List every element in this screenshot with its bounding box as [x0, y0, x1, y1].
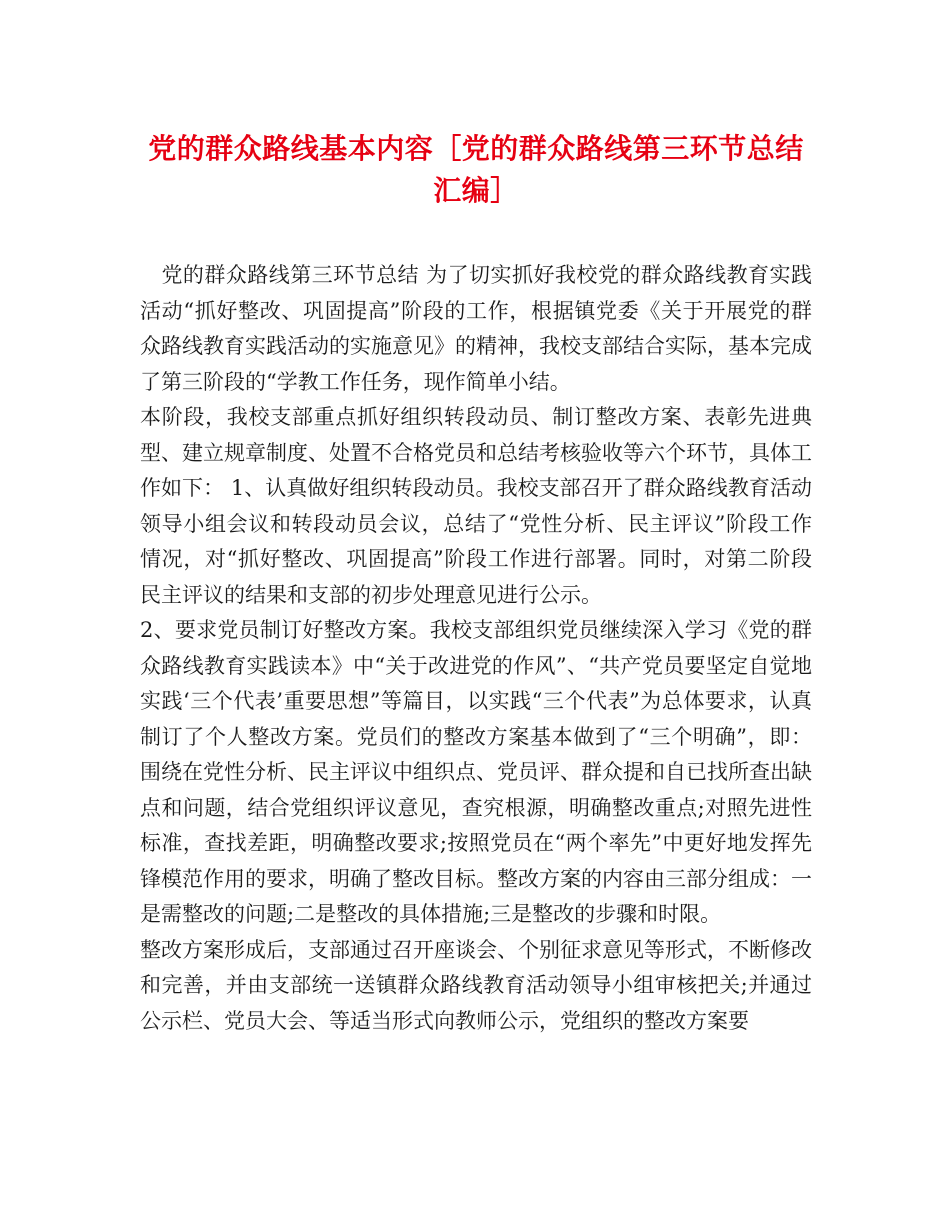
paragraph-intro: 党的群众路线第三环节总结 为了切实抓好我校党的群众路线教育实践活动“抓好整改、巩固提高”阶段的工作，根据镇党委《关于开展党的群众路线教育实践活动的实施意见》的精神，我校支部结合实际，基本完成了第三阶段的“学教工作任务，现作简单小结。 — [140, 263, 812, 394]
document-title: 党的群众路线基本内容［党的群众路线第三环节总结汇编］ — [148, 132, 804, 207]
document-body — [140, 258, 812, 1039]
paragraph-plan-review: 整改方案形成后，支部通过召开座谈会、个别征求意见等形式，不断修改和完善，并由支部统一送镇群众路线教育活动领导小组审核把关;并通过公示栏、党员大会、等适当形式向教师公示，党组织的整改方案要 — [140, 937, 812, 1033]
paragraph-rectification-plan: 2、要求党员制订好整改方案。我校支部组织党员继续深入学习《党的群众路线教育实践读本》中“关于改进党的作风”、“共产党员要坚定自觉地实践‘三个代表’重要思想”等篇目，以实践“三个代表”为总体要求，认真制订了个人整改方案。党员们的整改方案基本做到了“三个明确”，即：围绕在党性分析、民主评议中组织点、党员评、群众提和自已找所查出缺点和问题，结合党组织评议意见，查究根源，明确整改重点;对照先进性标准，查找差距，明确整改要求;按照党员在“两个率先”中更好地发挥先锋模范作用的要求，明确了整改目标。整改方案的内容由三部分组成：一是需整改的问题;二是整改的具体措施;三是整改的步骤和时限。 — [140, 618, 812, 926]
paragraph-stage-overview: 本阶段，我校支部重点抓好组织转段动员、制订整改方案、表彰先进典型、建立规章制度、处置不合格党员和总结考核验收等六个环节，具体工作如下： 1、认真做好组织转段动员。我校支部召开了群众路线教育活动领导小组会议和转段动员会议，总结了“党性分析、民主评议”阶段工作情况，对“抓好整改、巩固提高”阶段工作进行部署。同时，对第二阶段民主评议的结果和支部的初步处理意见进行公示。 — [140, 405, 812, 607]
